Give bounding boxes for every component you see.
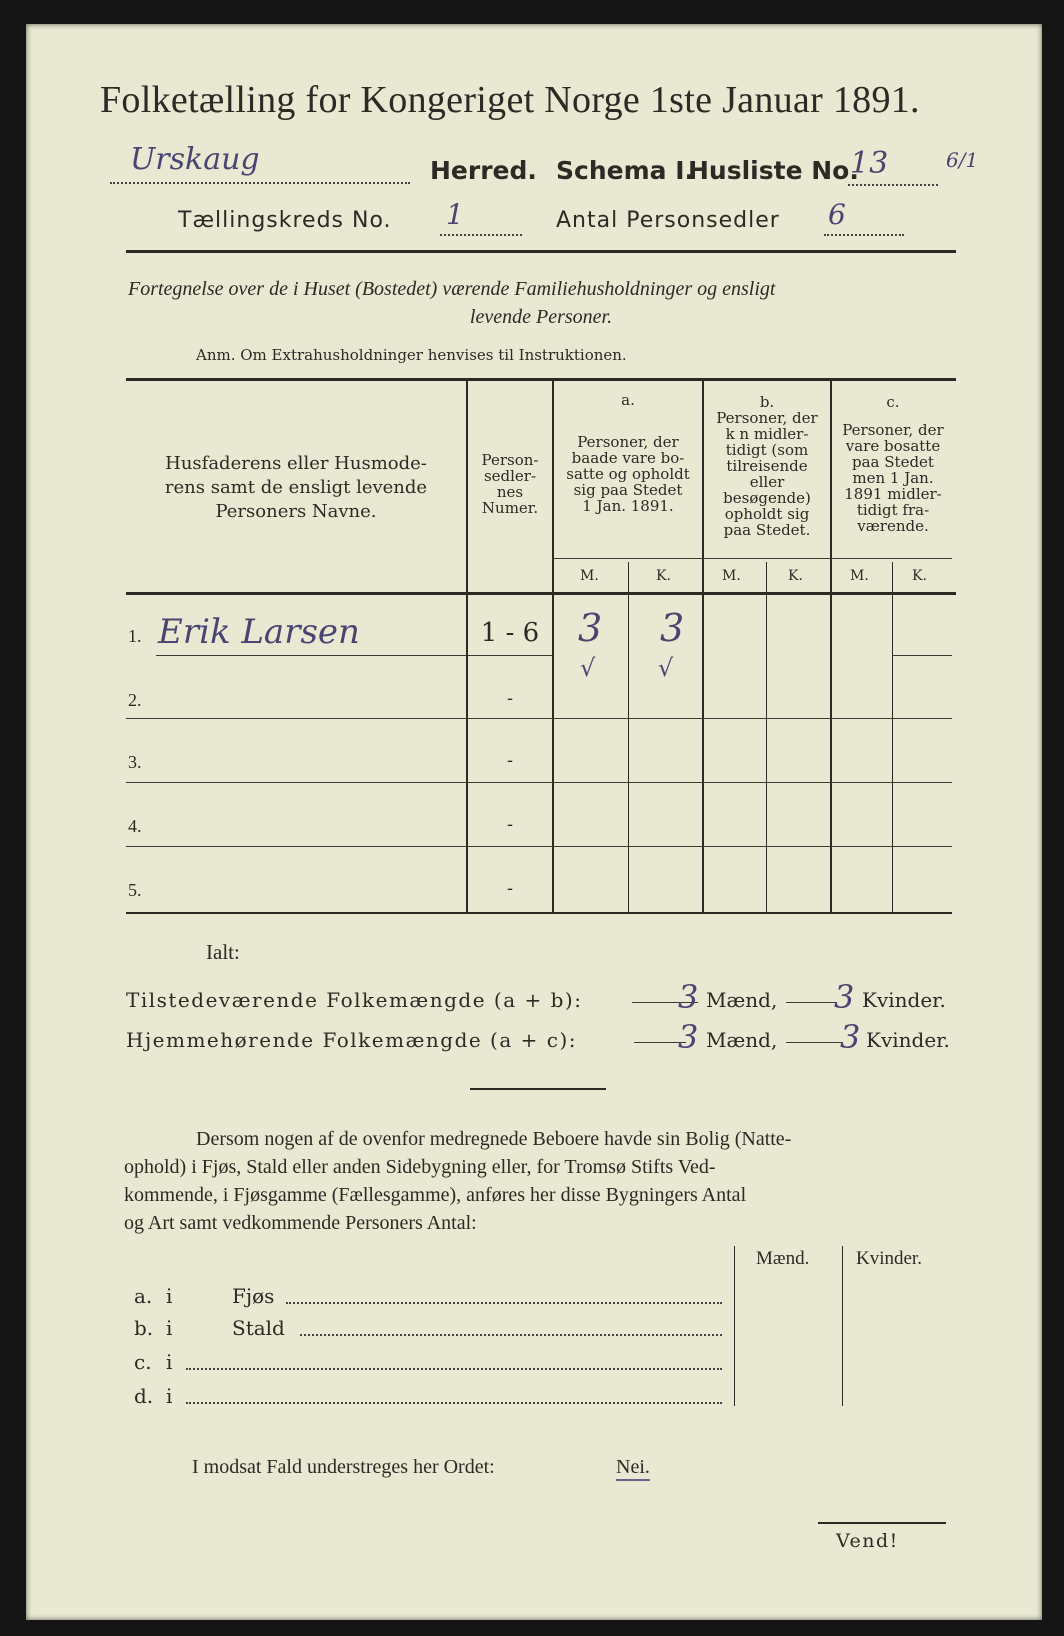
row-1-name: Erik Larsen (158, 612, 360, 652)
husliste-label: Husliste No. (688, 156, 859, 185)
tilstede-k-value: 3 (834, 978, 855, 1016)
row-3-num: 3. (128, 752, 142, 772)
buildings-para-3: kommende, i Fjøsgamme (Fællesgamme), anføres her disse Bygningers Antal (124, 1184, 747, 1206)
herred-label: Herred. (430, 156, 537, 185)
hjemme-k-line (786, 1042, 842, 1043)
b-m-label: M. (722, 568, 741, 584)
vend-label: Vend! (836, 1530, 899, 1552)
row-1-numer-rule (468, 655, 552, 656)
buildings-divider-2 (842, 1246, 843, 1406)
c-k-label: K. (912, 568, 927, 584)
row-4-rule (126, 846, 952, 847)
intro-line-1: Fortegnelse over de i Huset (Bostedet) værende Familiehusholdninger og ensligt (128, 278, 776, 300)
c-m-label: M. (850, 568, 869, 584)
hjemme-label: Hjemmehørende Folkemængde (a + c): (126, 1028, 577, 1052)
tilstede-maend: Mænd, (706, 988, 778, 1012)
tilstede-kvinder: Kvinder. (862, 988, 946, 1012)
row-3-numer: - (506, 750, 514, 771)
ialt-label: Ialt: (206, 940, 240, 964)
row-1-rule (156, 655, 466, 656)
buildings-para-2: ophold) i Fjøs, Stald eller anden Sidebygning eller, for Tromsø Stifts Ved- (124, 1156, 716, 1178)
row-5-num: 5. (128, 880, 142, 900)
col-divider-b-mk (766, 562, 767, 912)
col-numer-header: Person- sedler- nes Numer. (481, 451, 539, 517)
building-d-dots (186, 1402, 722, 1404)
tilstede-label: Tilstedeværende Folkemængde (a + b): (126, 988, 583, 1012)
table-bottom-rule (126, 912, 952, 914)
hjemme-k-value: 3 (840, 1018, 861, 1056)
buildings-para-4: og Art samt vedkommende Personers Antal: (124, 1212, 477, 1234)
header-rule (126, 250, 956, 253)
intro-line-2: levende Personer. (469, 306, 613, 328)
section-divider (470, 1088, 606, 1090)
hjemme-m-value: 3 (678, 1018, 699, 1056)
row-1-ck-rule (892, 655, 952, 656)
row-1-a-k: 3 (660, 606, 685, 650)
row-2-numer: - (506, 688, 514, 709)
a-k-label: K. (656, 568, 671, 584)
col-b-letter: b. (759, 393, 775, 411)
anm-note: Anm. Om Extrahusholdninger henvises til Instruktionen. (196, 346, 627, 364)
building-b-label: Stald (232, 1316, 285, 1340)
vend-rule (818, 1522, 946, 1524)
b-k-label: K. (788, 568, 803, 584)
col-a-header: Personer, der baade vare bo- satte og opholdt sig paa Stedet 1 Jan. 1891. (566, 433, 690, 515)
personsedler-label: Antal Personsedler (556, 208, 780, 233)
hjemme-kvinder: Kvinder. (866, 1028, 950, 1052)
building-a-label: Fjøs (232, 1284, 275, 1308)
row-2-num: 2. (128, 690, 142, 710)
mk-header-rule (552, 558, 952, 559)
row-1-a-m: 3 (578, 606, 603, 650)
kreds-value: 1 (446, 198, 464, 231)
buildings-para-1: Dersom nogen af de ovenfor medregnede Beboere havde sin Bolig (Natte- (196, 1128, 792, 1150)
row-1-numer: 1 - 6 (480, 618, 540, 648)
col-a-letter: a. (621, 391, 635, 409)
building-a-i: i (166, 1284, 173, 1308)
husliste-value: 13 (850, 146, 889, 181)
col-divider-c-mk (892, 562, 893, 912)
row-1-a-k-check: √ (658, 654, 674, 682)
nei-word: Nei. (616, 1456, 650, 1481)
tilstede-k-line (786, 1002, 836, 1003)
row-4-num: 4. (128, 816, 142, 836)
col-name-header: Husfaderens eller Husmode- rens samt de ensligt levende Personers Navne. (164, 453, 428, 522)
row-1-num: 1. (128, 626, 142, 646)
col-divider-a-mk (628, 562, 629, 912)
husliste-note: 6/1 (946, 148, 979, 172)
buildings-col-maend: Mænd. (756, 1248, 810, 1269)
buildings-col-kvinder: Kvinder. (856, 1248, 922, 1269)
tilstede-m-value: 3 (678, 978, 699, 1016)
kreds-label: Tællingskreds No. (178, 208, 392, 233)
row-2-rule (126, 718, 952, 719)
row-5-numer: - (506, 878, 514, 899)
herred-value: Urskaug (130, 142, 260, 177)
building-a-letter: a. (134, 1284, 153, 1308)
personsedler-value: 6 (828, 198, 846, 231)
building-c-i: i (166, 1350, 173, 1374)
form-title: Folketælling for Kongeriget Norge 1ste Januar 1891. (100, 79, 920, 121)
building-d-i: i (166, 1384, 173, 1408)
col-c-letter: c. (886, 393, 900, 411)
modsat-text: I modsat Fald understreges her Ordet: (192, 1456, 495, 1478)
building-c-dots (186, 1368, 722, 1370)
schema-label: Schema I. (556, 156, 695, 185)
building-b-letter: b. (134, 1316, 154, 1340)
buildings-divider-1 (734, 1246, 735, 1406)
building-b-i: i (166, 1316, 173, 1340)
row-3-rule (126, 782, 952, 783)
building-a-dots (286, 1302, 722, 1304)
row-1-a-m-check: √ (580, 654, 596, 682)
hjemme-maend: Mænd, (706, 1028, 778, 1052)
a-m-label: M. (580, 568, 599, 584)
building-b-dots (300, 1334, 722, 1336)
building-c-letter: c. (134, 1350, 152, 1374)
row-4-numer: - (506, 814, 514, 835)
col-b-header: Personer, der k n midler- tidigt (som tilreisende eller besøgende) opholdt sig paa Stedet. (716, 409, 818, 539)
col-c-header: Personer, der vare bosatte paa Stedet men 1 Jan. 1891 midler- tidigt fra- værende. (842, 421, 944, 535)
building-d-letter: d. (134, 1384, 154, 1408)
